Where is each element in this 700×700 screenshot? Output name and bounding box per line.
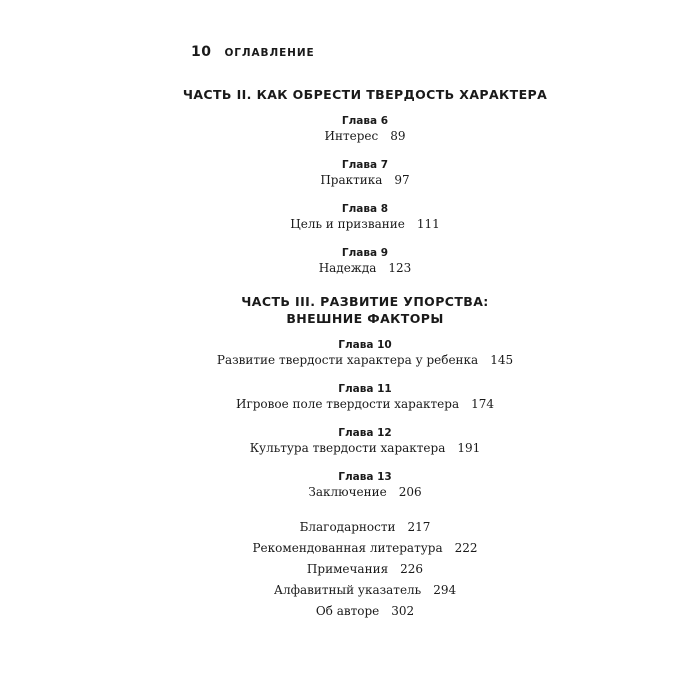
chapter-line — [0, 128, 700, 145]
part-title-line: ЧАСТЬ III. РАЗВИТИЕ УПОРСТВА: — [241, 294, 489, 309]
chapter-page: 174 — [471, 397, 495, 411]
part-title — [0, 293, 700, 327]
entry-page: 302 — [391, 604, 415, 618]
chapter-entry — [0, 427, 700, 457]
chapter-line — [0, 484, 700, 501]
chapter-title: Заключение — [308, 485, 387, 499]
back-matter — [0, 519, 700, 620]
chapter-page: 191 — [457, 441, 481, 455]
chapter-label: Глава 6 — [341, 115, 389, 127]
chapter-entry — [0, 471, 700, 501]
chapter-title: Практика — [320, 173, 383, 187]
chapter-title: Надежда — [318, 261, 377, 275]
chapter-title: Игровое поле твердости характера — [235, 397, 460, 411]
entry-title: Примечания — [306, 562, 389, 576]
page-number: 10 — [191, 44, 212, 60]
entry-page: 226 — [400, 562, 424, 576]
chapter-label: Глава 7 — [341, 159, 389, 171]
part-title — [0, 86, 700, 103]
chapter-page: 97 — [394, 173, 410, 187]
entry-title: Об авторе — [315, 604, 380, 618]
chapter-title: Культура твердости характера — [249, 441, 446, 455]
chapter-label: Глава 12 — [338, 427, 392, 439]
chapter-line — [0, 352, 700, 369]
table-of-contents — [0, 86, 700, 624]
back-matter-entry — [0, 582, 700, 599]
chapter-page: 206 — [398, 485, 422, 499]
chapter-line — [0, 260, 700, 277]
chapter-page: 111 — [416, 217, 440, 231]
chapter-page: 145 — [490, 353, 514, 367]
back-matter-entry — [0, 603, 700, 620]
chapter-label: Глава 11 — [338, 383, 392, 395]
chapter-title: Цель и призвание — [290, 217, 405, 231]
entry-title: Алфавитный указатель — [273, 583, 422, 597]
chapter-line — [0, 172, 700, 189]
chapter-entry — [0, 247, 700, 277]
back-matter-entry — [0, 519, 700, 536]
back-matter-entry — [0, 561, 700, 578]
part-title-line: ВНЕШНИЕ ФАКТОРЫ — [286, 311, 444, 326]
chapter-label: Глава 9 — [341, 247, 389, 259]
chapter-entry — [0, 203, 700, 233]
entry-page: 294 — [433, 583, 457, 597]
back-matter-entry — [0, 540, 700, 557]
chapter-title: Развитие твердости характера у ребенка — [216, 353, 479, 367]
entry-title: Рекомендованная литература — [252, 541, 443, 555]
section-label: ОГЛАВЛЕНИЕ — [224, 47, 315, 59]
running-head — [191, 45, 315, 59]
chapter-label: Глава 13 — [338, 471, 392, 483]
entry-page: 217 — [407, 520, 431, 534]
part-3-block — [0, 293, 700, 501]
chapter-entry — [0, 115, 700, 145]
entry-page: 222 — [454, 541, 478, 555]
chapter-line — [0, 216, 700, 233]
chapter-page: 89 — [390, 129, 406, 143]
chapter-entry — [0, 383, 700, 413]
part-2-block — [0, 86, 700, 277]
chapter-line — [0, 396, 700, 413]
entry-title: Благодарности — [299, 520, 396, 534]
part-title-line: ЧАСТЬ II. КАК ОБРЕСТИ ТВЕРДОСТЬ ХАРАКТЕРА — [182, 87, 548, 102]
chapter-label: Глава 8 — [341, 203, 389, 215]
chapter-label: Глава 10 — [338, 339, 392, 351]
chapter-entry — [0, 339, 700, 369]
chapter-line — [0, 440, 700, 457]
chapter-page: 123 — [388, 261, 412, 275]
chapter-title: Интерес — [324, 129, 379, 143]
chapter-entry — [0, 159, 700, 189]
